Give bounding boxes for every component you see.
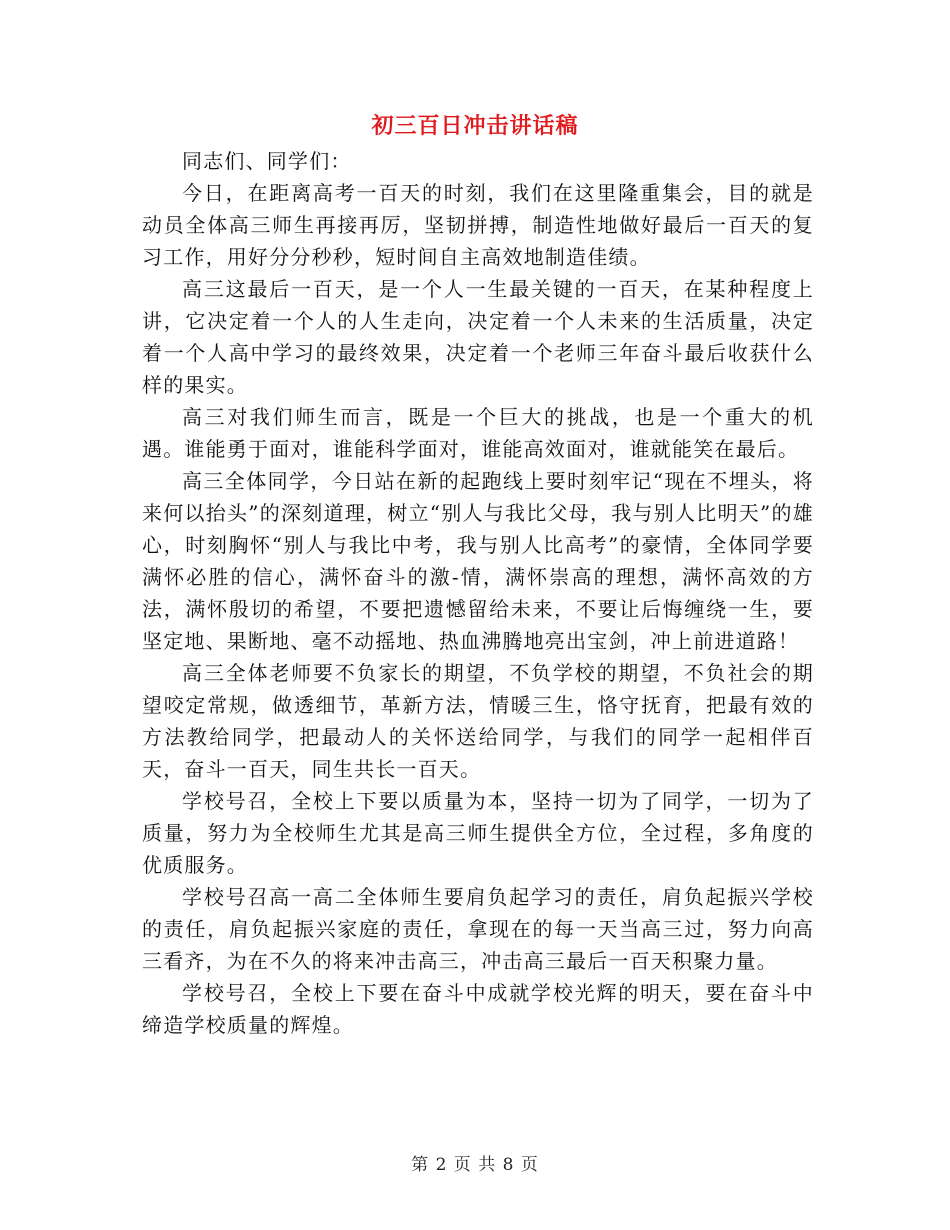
paragraph: 高三这最后一百天，是一个人一生最关键的一百天，在某种程度上讲，它决定着一个人的人生走向，决定着一个人未来的生活质量，决定着一个人高中学习的最终效果，决定着一个老师三年奋斗最后收获什么样的果实。 xyxy=(142,277,814,397)
document-body xyxy=(142,145,814,1041)
paragraph: 今日，在距离高考一百天的时刻，我们在这里隆重集会，目的就是动员全体高三师生再接再厉，坚韧拼搏，制造性地做好最后一百天的复习工作，用好分分秒秒，短时间自主高效地制造佳绩。 xyxy=(142,181,814,269)
salutation: 同志们、同学们： xyxy=(182,149,352,173)
paragraph: 高三全体老师要不负家长的期望，不负学校的期望，不负社会的期望咬定常规，做透细节，革新方法，情暖三生，恪守抚育，把最有效的方法教给同学，把最动人的关怀送给同学，与我们的同学一起相伴百天，奋斗一百天，同生共长一百天。 xyxy=(142,661,814,781)
paragraph: 高三全体同学，今日站在新的起跑线上要时刻牢记“现在不埋头，将来何以抬头”的深刻道理，树立“别人与我比父母，我与别人比明天”的雄心，时刻胸怀“别人与我比中考，我与别人比高考”的豪情，全体同学要满怀必胜的信心，满怀奋斗的激-情，满怀崇高的理想，满怀高效的方法，满怀殷切的希望，不要把遗憾留给未来，不要让后悔缠绕一生，要坚定地、果断地、毫不动摇地、热血沸腾地亮出宝剑，冲上前进道路！ xyxy=(142,469,814,653)
paragraph: 学校号召，全校上下要以质量为本，坚持一切为了同学，一切为了质量，努力为全校师生尤其是高三师生提供全方位，全过程，多角度的优质服务。 xyxy=(142,789,814,877)
document-title: 初三百日冲击讲话稿 xyxy=(371,113,579,139)
paragraph: 学校号召，全校上下要在奋斗中成就学校光辉的明天，要在奋斗中缔造学校质量的辉煌。 xyxy=(142,981,814,1037)
paragraph: 高三对我们师生而言，既是一个巨大的挑战，也是一个重大的机遇。谁能勇于面对，谁能科学面对，谁能高效面对，谁就能笑在最后。 xyxy=(142,405,814,461)
paragraph: 学校号召高一高二全体师生要肩负起学习的责任，肩负起振兴学校的责任，肩负起振兴家庭的责任，拿现在的每一天当高三过，努力向高三看齐，为在不久的将来冲击高三，冲击高三最后一百天积聚力量。 xyxy=(142,885,814,973)
page-footer: 第 2 页 共 8 页 xyxy=(411,1155,539,1175)
